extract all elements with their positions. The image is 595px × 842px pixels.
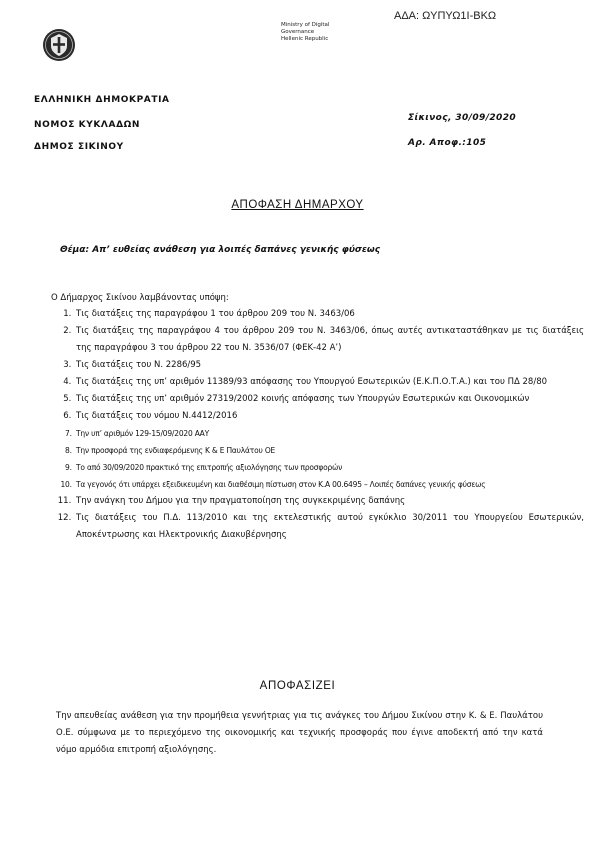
- intro-line: Ο Δήμαρχος Σικίνου λαμβάνοντας υπόψη:: [51, 293, 229, 303]
- header-line: ΝΟΜΟΣ ΚΥΚΛΑΔΩΝ: [34, 120, 141, 130]
- list-item: 9. Το από 30/09/2020 πρακτικό της επιτροπής αξιολόγησης των προσφορών: [74, 459, 584, 476]
- list-item: 10. Τα γεγονός ότι υπάρχει εξειδικευμένη και διαθέσιμη πίστωση στον Κ.Α 00.6495 – Λοιπές δαπάνες γενικής φύσεως: [74, 476, 584, 493]
- list-item: 7. Την υπ’ αριθμόν 129-15/09/2020 ΑΑΥ: [74, 425, 584, 442]
- decides-heading: ΑΠΟΦΑΣΙΖΕΙ: [259, 680, 336, 692]
- signature-line: Governance: [281, 29, 315, 35]
- decision-body: Την απευθείας ανάθεση για την προμήθεια γεννήτριας για τις ανάγκες του Δήμου Σικίνου στην Κ. & Ε. Παυλάτου Ο.Ε. σύμφωνα με το περιεχόμενο της οικονομικής και τεχνικής προσφοράς που έγινε αποδεκτή από την κατά νόμο αρμόδια επιτροπή αξιολόγησης.: [56, 711, 543, 755]
- page-title: ΑΠΟΦΑΣΗ ΔΗΜΑΡΧΟΥ: [231, 199, 364, 211]
- signature-line: Ministry of Digital: [281, 22, 330, 28]
- header-line: ΕΛΛΗΝΙΚΗ ΔΗΜΟΚΡΑΤΙΑ: [34, 95, 170, 105]
- signature-line: Hellenic Republic: [281, 36, 329, 42]
- list-item: 11. Την ανάγκη του Δήμου για την πραγματοποίηση της συγκεκριμένης δαπάνης: [74, 493, 584, 510]
- considerations-list: [34, 306, 584, 544]
- list-item: 3. Τις διατάξεις του Ν. 2286/95: [74, 357, 584, 374]
- list-item: 1. Τις διατάξεις της παραγράφου 1 του άρθρου 209 του Ν. 3463/06: [74, 306, 584, 323]
- ada-code: ΑΔΑ: ΩΥΠΥΩ1Ι-ΒΚΩ: [394, 10, 497, 22]
- list-item: 5. Τις διατάξεις της υπ’ αριθμόν 27319/2002 κοινής απόφασης των Υπουργών Εσωτερικών και Οικονομικών: [74, 391, 584, 408]
- subject-line: Θέμα: Απ’ ευθείας ανάθεση για λοιπές δαπάνες γενικής φύσεως: [60, 245, 381, 255]
- list-item: 8. Την προσφορά της ενδιαφερόμενης Κ & Ε Παυλάτου ΟΕ: [74, 442, 584, 459]
- decision-number: Αρ. Αποφ.:105: [408, 138, 487, 148]
- greek-state-emblem-icon: [42, 28, 76, 62]
- list-item: 2. Τις διατάξεις της παραγράφου 4 του άρθρου 209 του Ν. 3463/06, όπως αυτές αντικαταστάθηκαν με τις διατάξεις της παραγράφου 3 του άρθρου 22 του Ν. 3536/07 (ΦΕΚ-42 Α’): [74, 323, 584, 357]
- list-item: 4. Τις διατάξεις της υπ’ αριθμόν 11389/93 απόφασης του Υπουργού Εσωτερικών (Ε.Κ.Π.Ο.Τ.Α.) και του ΠΔ 28/80: [74, 374, 584, 391]
- header-line: ΔΗΜΟΣ ΣΙΚΙΝΟΥ: [34, 142, 124, 152]
- list-item: 6. Τις διατάξεις του νόμου Ν.4412/2016: [74, 408, 584, 425]
- decision-date: Σίκινος, 30/09/2020: [408, 113, 517, 123]
- digital-signature-block: [281, 22, 329, 43]
- list-item: 12. Τις διατάξεις του Π.Δ. 113/2010 και της εκτελεστικής αυτού εγκύκλιο 30/2011 του Υπουργείου Εσωτερικών, Αποκέντρωσης και Ηλεκτρονικής Διακυβέρνησης: [74, 510, 584, 544]
